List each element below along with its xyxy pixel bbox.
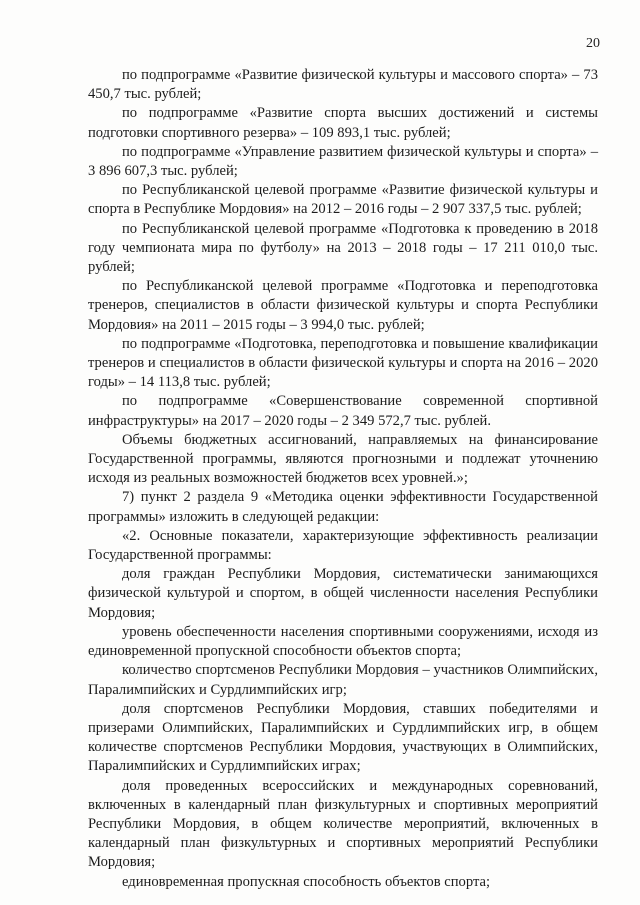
paragraph: по Республиканской целевой программе «Развитие физической культуры и спорта в Республике Мордовия» на 2012 – 2016 годы – 2 907 337,5 тыс. рублей; — [88, 182, 598, 218]
paragraph: доля граждан Республики Мордовия, систематически занимающихся физической культурой и спортом, в общей численности населения Республики Мордовия; — [88, 566, 598, 621]
paragraph: по Республиканской целевой программе «Подготовка к проведению в 2018 году чемпионата мира по футболу» на 2013 – 2018 годы – 17 211 010,0 тыс. рублей; — [88, 220, 598, 276]
page-number: 20 — [586, 36, 600, 51]
paragraph: по подпрограмме «Подготовка, переподготовка и повышение квалификации тренеров и специалистов в области физической культуры и спорта на 2016 – 2020 годы» – 14 113,8 тыс. рублей; — [88, 335, 598, 391]
paragraph: по подпрограмме «Совершенствование современной спортивной инфраструктуры» на 2017 – 2020 годы – 2 349 572,7 тыс. рублей. — [88, 393, 598, 429]
paragraph: Объемы бюджетных ассигнований, направляемых на финансирование Государственной программы, являются прогнозными и подлежат уточнению исходя из реальных возможностей бюджетов всех уровней.»; — [88, 431, 598, 487]
paragraph: доля проведенных всероссийских и международных соревнований, включенных в календарный план физкультурных и спортивных мероприятий Республики Мордовия, в общем количестве мероприятий, включенных в календарный план физкультурных и спортивных мероприятий Республики Мордовия; — [88, 777, 598, 871]
document-body — [88, 66, 598, 892]
paragraph: 7) пункт 2 раздела 9 «Методика оценки эффективности Государственной программы» изложить в следующей редакции: — [88, 489, 598, 525]
paragraph: доля спортсменов Республики Мордовия, ставших победителями и призерами Олимпийских, Паралимпийских и Сурдлимпийских игр, в общем количестве спортсменов Республики Мордовия, участвующих в Олимпийских, Паралимпийских и Сурдлимпийских играх; — [88, 700, 598, 775]
paragraph: уровень обеспеченности населения спортивными сооружениями, исходя из единовременной пропускной способности объектов спорта; — [88, 623, 598, 660]
paragraph: по подпрограмме «Развитие физической культуры и массового спорта» – 73 450,7 тыс. рублей; — [88, 67, 598, 103]
paragraph: «2. Основные показатели, характеризующие эффективность реализации Государственной программы: — [88, 527, 598, 564]
paragraph: единовременная пропускная способность объектов спорта; — [122, 873, 491, 890]
paragraph: по подпрограмме «Управление развитием физической культуры и спорта» – 3 896 607,3 тыс. рублей; — [88, 143, 598, 180]
paragraph: количество спортсменов Республики Мордовия – участников Олимпийских, Паралимпийских и Сурдлимпийских игр; — [88, 662, 598, 698]
paragraph: по Республиканской целевой программе «Подготовка и переподготовка тренеров, специалистов в области физической культуры и спорта Республики Мордовия» на 2011 – 2015 годы – 3 994,0 тыс. рублей; — [88, 278, 598, 333]
paragraph: по подпрограмме «Развитие спорта высших достижений и системы подготовки спортивного резерва» – 109 893,1 тыс. рублей; — [88, 105, 598, 141]
